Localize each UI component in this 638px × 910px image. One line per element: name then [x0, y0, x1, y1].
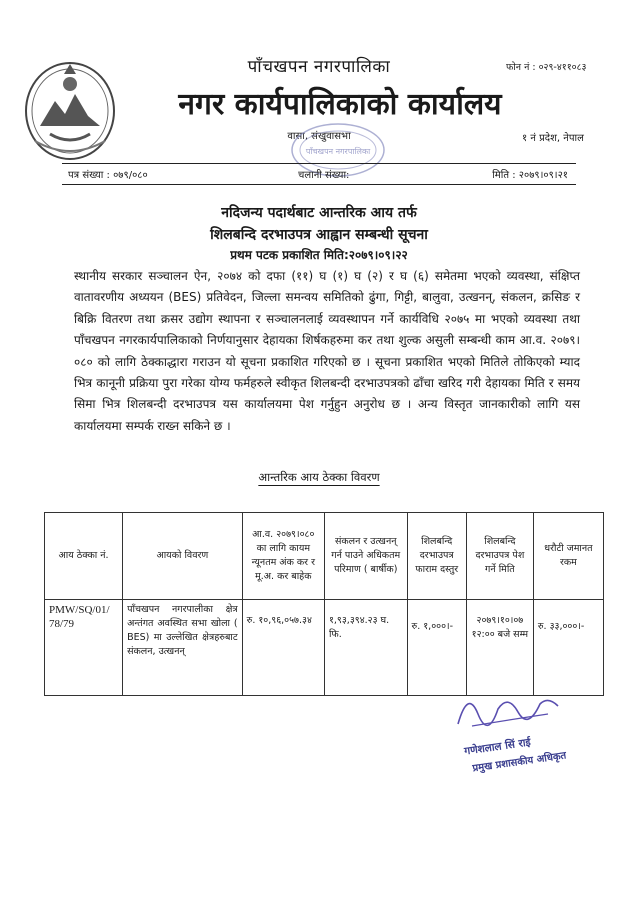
- cell-deposit: रु. ३३,०००।-: [533, 600, 603, 696]
- signature-mark: [448, 684, 568, 734]
- letter-number: पत्र संख्या : ०७९/०८०: [68, 170, 148, 181]
- table-header-row: [45, 513, 604, 600]
- cell-form-fee: रु. १,०००।-: [407, 600, 466, 696]
- cell-max-quantity: १,९३,३९४.२३ घ. फि.: [324, 600, 407, 696]
- province: १ नं प्रदेश, नेपाल: [522, 133, 584, 144]
- cell-submission-date: २०७९।१०।०७ १२:०० बजे सम्म: [466, 600, 533, 696]
- signatory-title: प्रमुख प्रशासकीय अधिकृत: [471, 750, 567, 775]
- contract-table: [44, 512, 604, 696]
- cell-description: पाँचखपन नगरपालीका क्षेत्र अन्तंगत अवस्थित सभा खोला ( BES) मा उल्लेखित क्षेत्रहरुबाट संकलन, उत्खनन्: [123, 600, 243, 696]
- header-minimum-amount: आ.व. २०७९।०८० का लागि कायम न्यूनतम अंक कर र मू.अ. कर बाहेक: [242, 513, 324, 600]
- header-submission-date: शिलबन्दि दरभाउपत्र पेश गर्ने मिति: [466, 513, 533, 600]
- notice-heading-1: नदिजन्य पदार्थबाट आन्तरिक आय तर्फ: [221, 205, 417, 221]
- notice-heading-2: शिलबन्दि दरभाउपत्र आह्वान सम्बन्धी सूचना: [210, 227, 428, 243]
- header-deposit: धरौटी जमानत रकम: [533, 513, 603, 600]
- cell-minimum-amount: रु. १०,९६,०५७.३४: [242, 600, 324, 696]
- municipality-name: पाँचखपन नगरपालिका: [247, 57, 391, 77]
- letter-date: मिति : २०७९।०९।२१: [492, 170, 568, 181]
- phone-number: फोन नं : ०२९-४११०८३: [506, 62, 587, 73]
- header-max-quantity: संकलन र उत्खनन् गर्न पाउने अधिकतम परिमाण ( बार्षीक): [324, 513, 407, 600]
- header-description: आयको विवरण: [123, 513, 243, 600]
- dispatch-number: चलानी संख्या:: [298, 170, 350, 181]
- notice-heading-3: प्रथम पटक प्रकाशित मिति:२०७९।०९।२२: [230, 248, 408, 262]
- cell-contract-no: PMW/SQ/01/ 78/79: [45, 600, 123, 696]
- office-title: नगर कार्यपालिकाको कार्यालय: [178, 87, 502, 122]
- stamp-text: पाँचखपन नगरपालिका: [305, 147, 371, 156]
- reference-bar: [62, 163, 576, 185]
- table-title: [0, 470, 638, 485]
- notice-body: स्थानीय सरकार सञ्चालन ऐन, २०७४ को दफा (११) घ (१) घ (२) र घ (६) समेतमा भएको व्यवस्था, संक्षिप्त वातावरणीय अध्ययन (BES) प्रतिवेदन, जिल्ला समन्वय समितिको ढुंगा, गिट्टी, बालुवा, उत्खनन्, संकलन, क्रसिङ र बिक्रि वितरण तथा क्रसर उद्योग स्थापना र सञ्चालनलाई व्यवस्थापन गर्ने कार्यविधि २०७५ मा भएको व्यवस्था तथा पाँचखपन नगरकार्यपालिकाको निर्णयानुसार देहायका शिर्षकहरुमा कर तथा शुल्क असुली सम्बन्धी काम आ.व. २०७९।०८० को लागि ठेक्काद्धारा गराउन यो सूचना प्रकाशित गरिएको छ । सूचना प्रकाशित भएको मितिले तोकिएको म्याद भित्र कानूनी प्रक्रिया पुरा गरेका योग्य फर्महरुले स्वीकृत शिलबन्दी दरभाउपत्रको ढाँचा खरिद गरी देहायका मिति र समय सिमा भित्र शिलबन्दी दरभाउपत्र यस कार्यालयमा पेश गर्नुहुन अनुरोध छ । अन्य विस्तृत जानकारीको लागि यस कार्यालयमा सम्पर्क राख्न सकिने छ ।: [74, 269, 580, 433]
- table-row: [45, 600, 604, 696]
- header-contract-no: आय ठेक्का नं.: [45, 513, 123, 600]
- office-address: वासा, संखुवासभा: [287, 131, 351, 142]
- signatory-name: गणेशलाल सिं राई: [463, 736, 532, 758]
- table-title-text: आन्तरिक आय ठेक्का विवरण: [258, 470, 380, 484]
- header-form-fee: शिलबन्दि दरभाउपत्र फाराम दस्तुर: [407, 513, 466, 600]
